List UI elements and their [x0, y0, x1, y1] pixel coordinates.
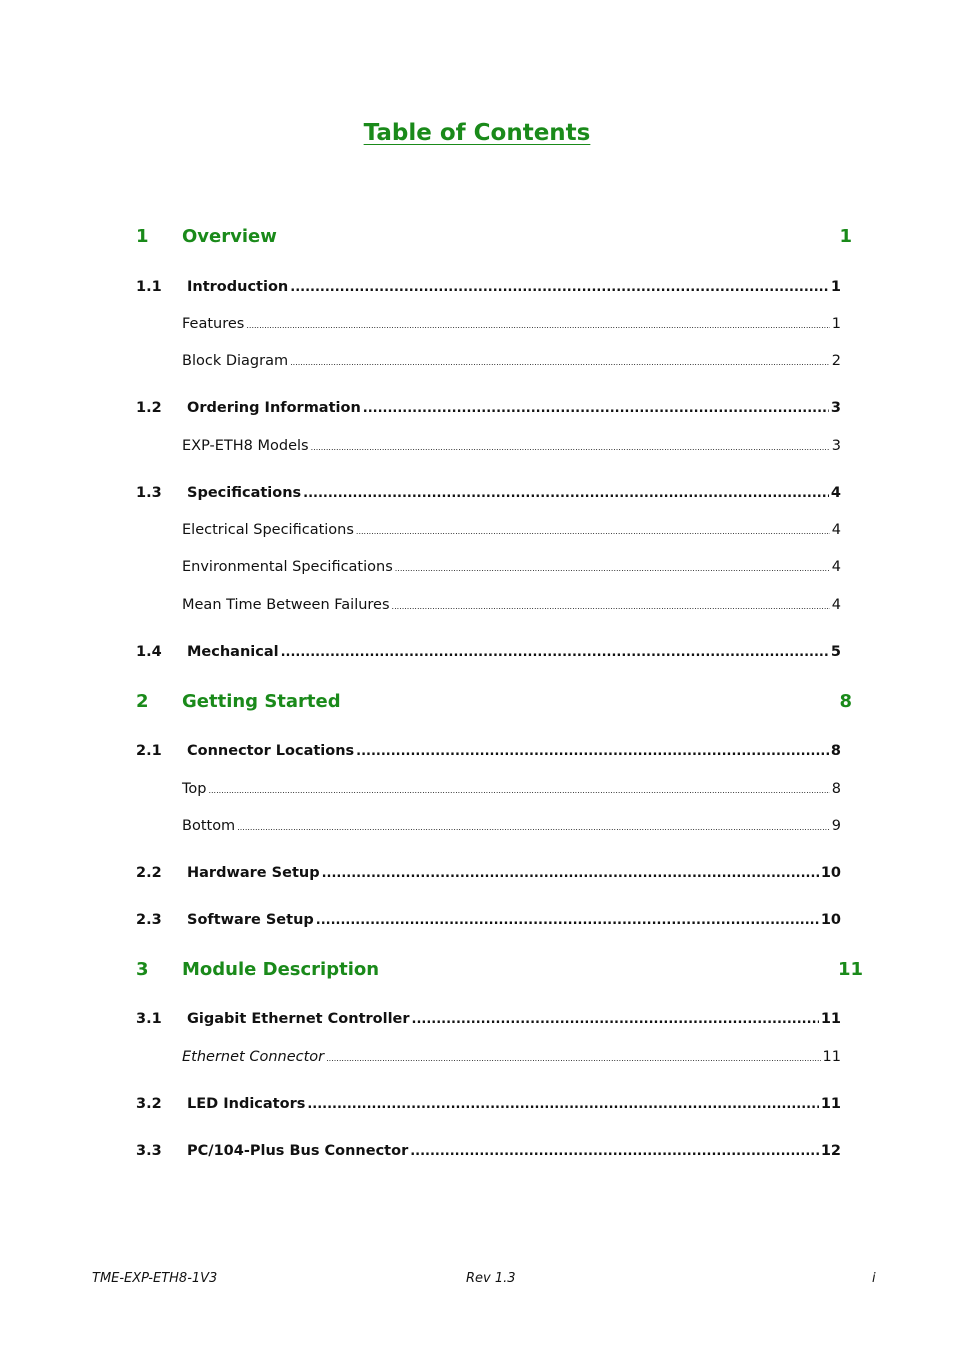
- dot-leader: [392, 595, 830, 617]
- toc-subsection-top[interactable]: Top ..... 8: [182, 779, 841, 801]
- dot-leader: [281, 642, 829, 663]
- toc-subsection-mtbf[interactable]: Mean Time Between Failures ..... 4: [182, 595, 841, 617]
- footer-revision: Rev 1.3: [466, 1271, 516, 1286]
- dot-leader: [322, 863, 819, 884]
- toc-section-connector-locations[interactable]: 2.1 Connector Locations ..... 8: [136, 741, 841, 762]
- toc-section-ordering-information[interactable]: 1.2 Ordering Information ..... 3: [136, 398, 841, 419]
- dot-leader: [316, 910, 819, 931]
- dot-leader: [290, 277, 829, 298]
- toc-subsection-bottom[interactable]: Bottom ..... 9: [182, 816, 841, 838]
- dot-leader: [307, 1094, 818, 1115]
- toc-section-mechanical[interactable]: 1.4 Mechanical ..... 5: [136, 642, 841, 663]
- dot-leader: [412, 1009, 819, 1030]
- toc-subsection-block-diagram[interactable]: Block Diagram ..... 2: [182, 351, 841, 373]
- toc-section-gigabit-ethernet-controller[interactable]: 3.1 Gigabit Ethernet Controller ..... 11: [136, 1009, 841, 1030]
- dot-leader: [326, 1047, 820, 1069]
- toc-subsection-environmental-specifications[interactable]: Environmental Specifications ..... 4: [182, 557, 841, 579]
- footer-page-number: i: [872, 1271, 876, 1286]
- toc-section-hardware-setup[interactable]: 2.2 Hardware Setup ..... 10: [136, 863, 841, 884]
- toc-chapter-module-description[interactable]: 3 Module Description 11: [136, 959, 863, 980]
- toc-section-introduction[interactable]: 1.1 Introduction ..... 1: [136, 277, 841, 298]
- dot-leader: [311, 436, 830, 458]
- toc-section-led-indicators[interactable]: 3.2 LED Indicators ..... 11: [136, 1094, 841, 1115]
- toc-subsection-features[interactable]: Features ..... 1: [182, 314, 841, 336]
- toc-chapter-getting-started[interactable]: 2 Getting Started 8: [136, 691, 852, 712]
- dot-leader: [246, 314, 829, 336]
- dot-leader: [303, 483, 829, 504]
- dot-leader: [410, 1141, 819, 1162]
- dot-leader: [363, 398, 829, 419]
- dot-leader: [395, 557, 830, 579]
- toc-chapter-overview[interactable]: 1 Overview 1: [136, 226, 852, 247]
- toc-subsection-electrical-specifications[interactable]: Electrical Specifications ..... 4: [182, 520, 841, 542]
- footer-document-id: TME-EXP-ETH8-1V3: [92, 1271, 218, 1286]
- toc-subsection-models[interactable]: EXP-ETH8 Models ..... 3: [182, 436, 841, 458]
- toc-subsection-ethernet-connector[interactable]: Ethernet Connector ..... 11: [182, 1047, 841, 1069]
- dot-leader: [356, 741, 829, 762]
- dot-leader: [290, 351, 830, 373]
- page-title: Table of Contents: [363, 120, 591, 146]
- toc-section-pc104-plus-bus-connector[interactable]: 3.3 PC/104-Plus Bus Connector ..... 12: [136, 1141, 841, 1162]
- dot-leader: [356, 520, 830, 542]
- dot-leader: [208, 779, 829, 801]
- toc-section-specifications[interactable]: 1.3 Specifications ..... 4: [136, 483, 841, 504]
- toc-section-software-setup[interactable]: 2.3 Software Setup ..... 10: [136, 910, 841, 931]
- dot-leader: [237, 816, 830, 838]
